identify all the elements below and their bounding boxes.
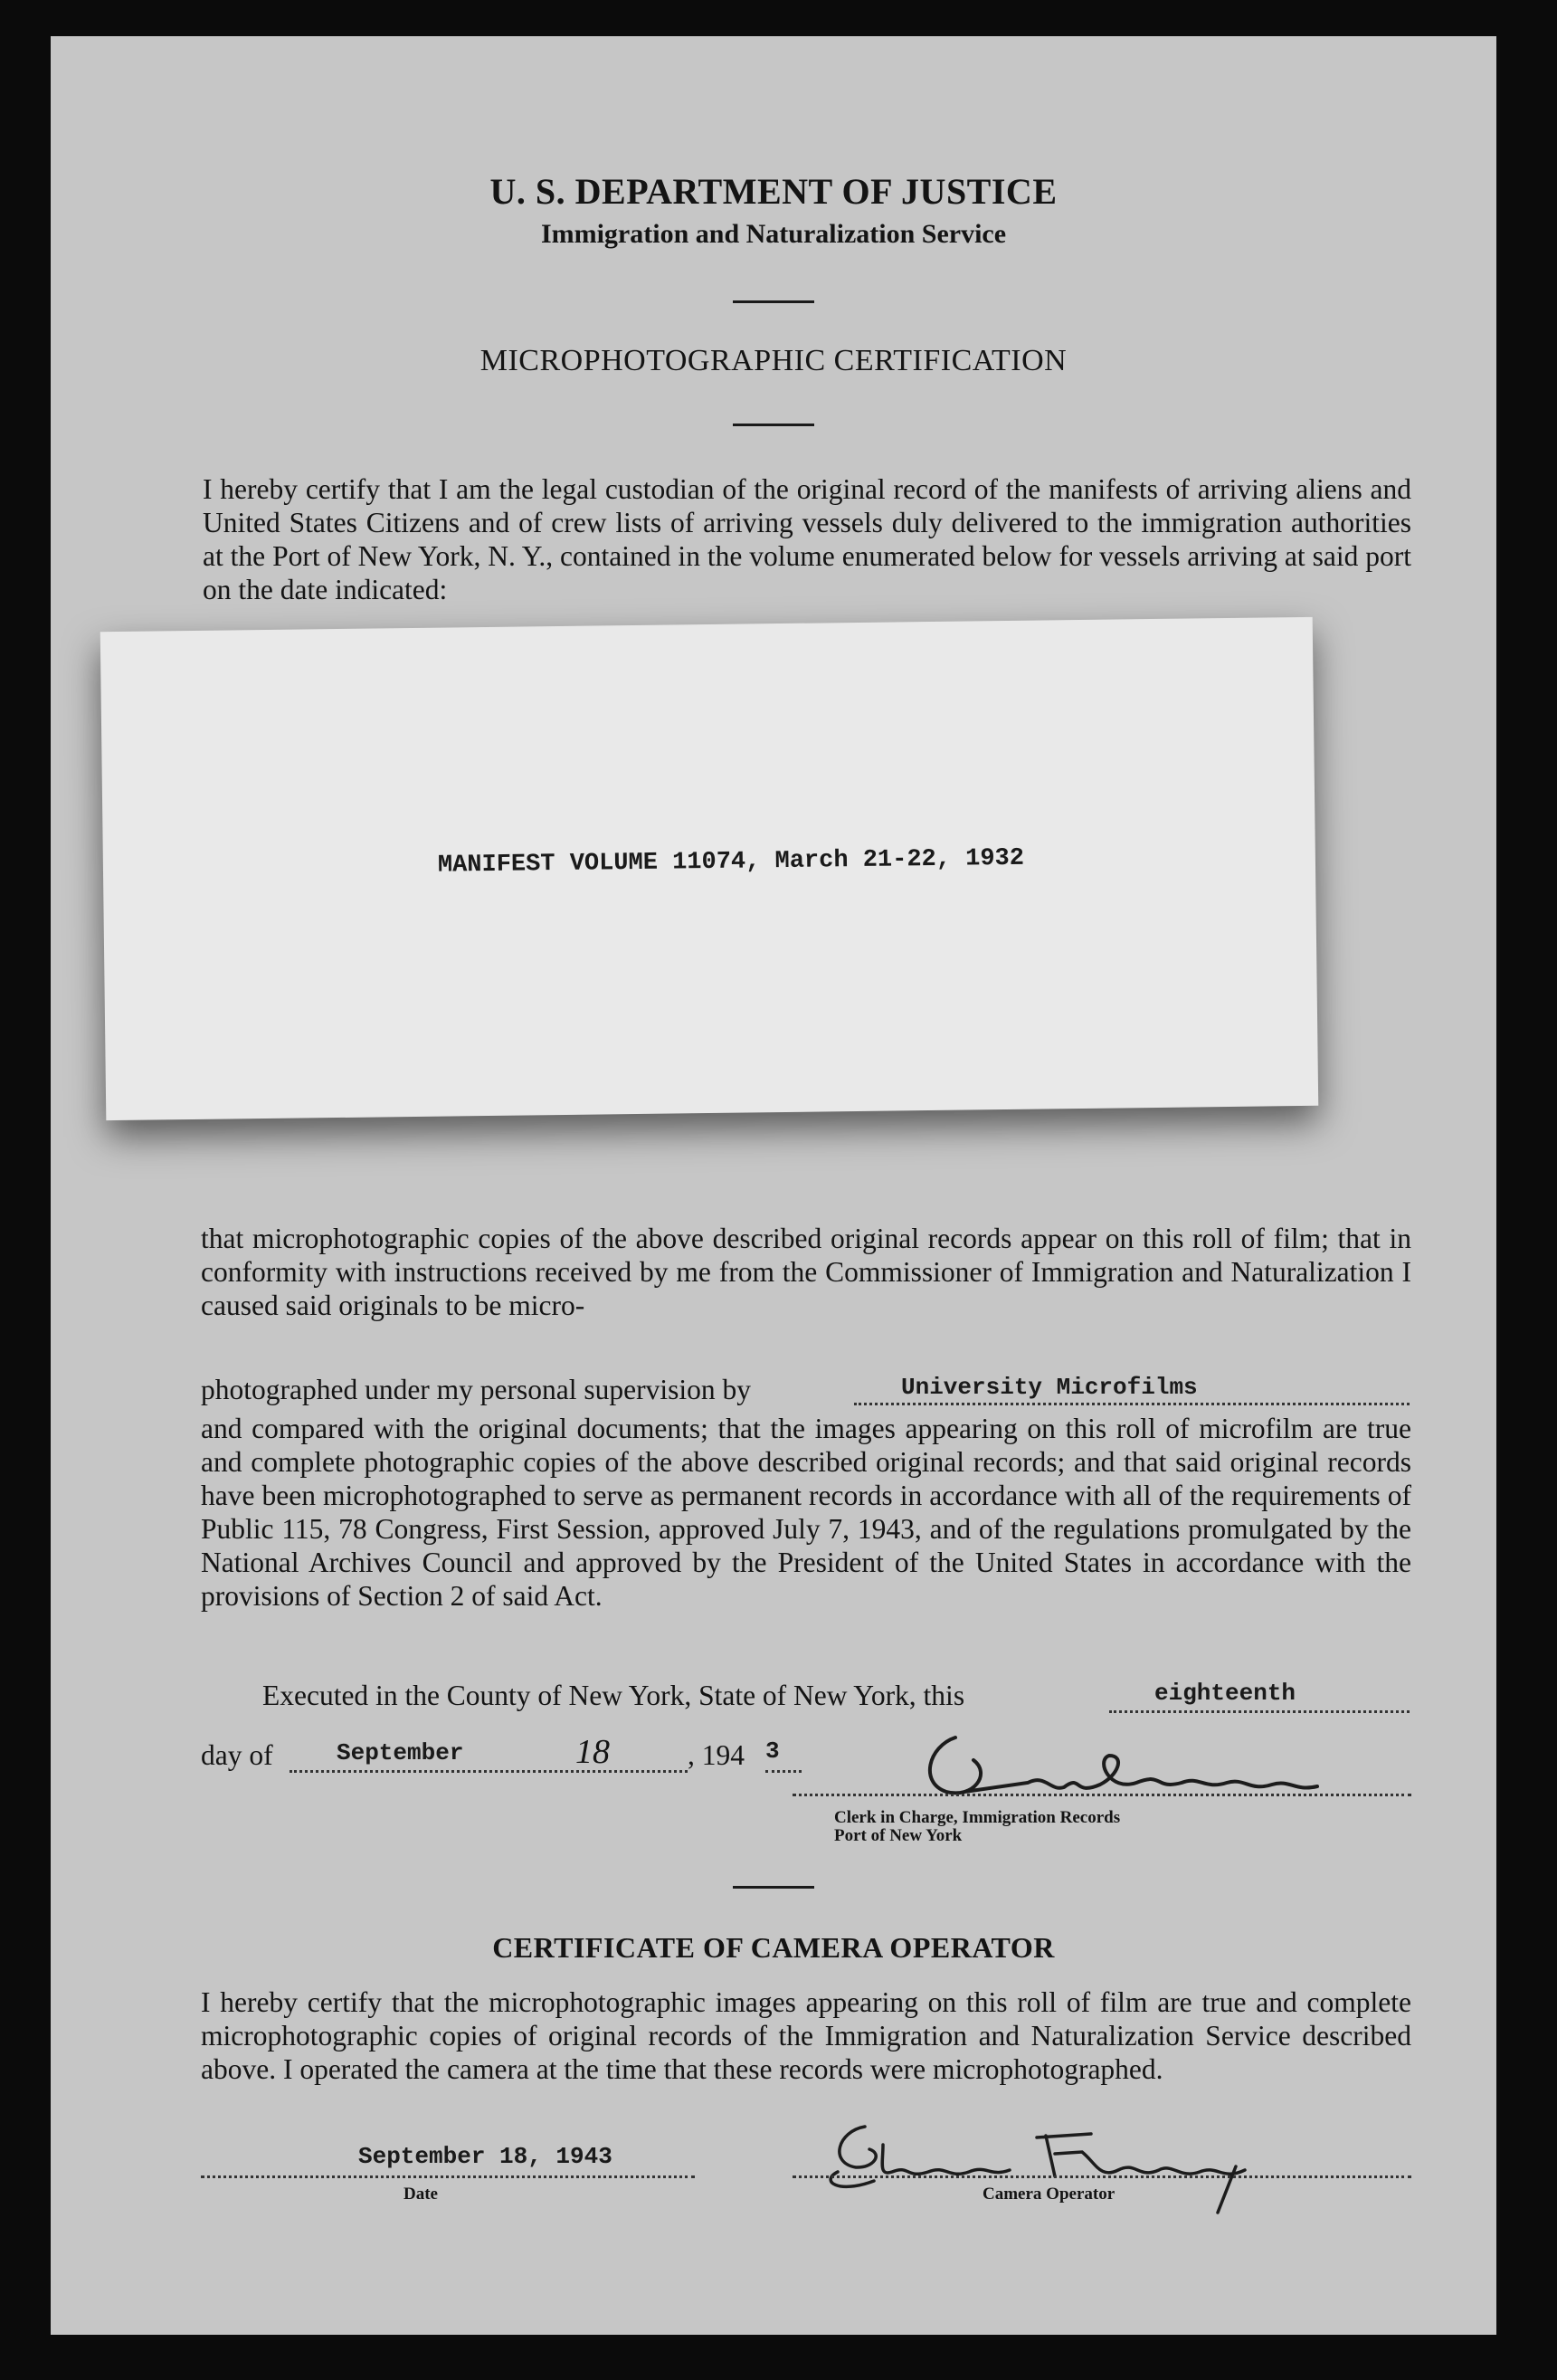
operator-date-value: September 18, 1943 [358, 2143, 612, 2170]
department-heading: U. S. DEPARTMENT OF JUSTICE [489, 171, 1058, 212]
camera-operator-title: CERTIFICATE OF CAMERA OPERATOR [492, 1931, 1055, 1964]
divider-second [733, 424, 814, 426]
clerk-title: Clerk in Charge, Immigration Records [834, 1808, 1121, 1827]
date-dotted-line [201, 2175, 695, 2178]
date-label: Date [403, 2185, 438, 2204]
executed-prefix: Executed in the County of New York, State of New York, this [262, 1680, 965, 1711]
year-digit: 3 [765, 1737, 780, 1765]
clerk-signature [892, 1719, 1399, 1810]
certification-title: MICROPHOTOGRAPHIC CERTIFICATION [479, 344, 1068, 377]
operator-signature-line [793, 2175, 1411, 2178]
divider-third [733, 1886, 814, 1889]
executed-day: eighteenth [1154, 1680, 1296, 1707]
camera-operator-paragraph: I hereby certify that the microphotographic images appearing on this roll of film are true and complete microphotographic copies of original records of the Immigration and Naturalization Service described above. I operated the camera at the time that these records were microphotographed. [201, 1986, 1411, 2085]
body-paragraph-part1: that microphotographic copies of the above described original records appear on this roll of film; that in conformity with instructions received by me from the Commissioner of Immigration and Naturalization I caused said originals to be micro- [201, 1223, 1411, 1321]
year-prefix: , 194 [688, 1739, 745, 1771]
month-value: September [337, 1739, 464, 1766]
operator-label: Camera Operator [983, 2185, 1116, 2204]
volume-slip [100, 617, 1318, 1120]
supervisor-name: University Microfilms [901, 1374, 1198, 1401]
volume-label: MANIFEST VOLUME 11074, March 21-22, 1932 [437, 844, 1025, 880]
service-subheading: Immigration and Naturalization Service [540, 219, 1007, 249]
executed-dotted-line [1109, 1710, 1410, 1713]
handwritten-day: 18 [575, 1733, 610, 1771]
divider-top [733, 300, 814, 303]
intro-paragraph: I hereby certify that I am the legal custodian of the original record of the manifests of arriving aliens and United States Citizens and of crew lists of arriving vessels duly delivered to the immigration authorities at the Port of New York, N. Y., contained in the volume enumerated below for vessels arriving at said port on the date indicated: [203, 473, 1411, 605]
day-of-prefix: day of [201, 1739, 273, 1771]
month-dotted-line [290, 1770, 688, 1773]
certificate-page [51, 36, 1496, 2335]
supervision-prefix: photographed under my personal supervision by [201, 1374, 752, 1405]
clerk-signature-line [793, 1794, 1411, 1796]
body-paragraph-part2: and compared with the original documents; that the images appearing on this roll of microfilm are true and complete photographic copies of the above described original records; and that said original records have been microphotographed to serve as permanent records in accordance with all of the requirements of Public 115, 78 Congress, First Session, approved July 7, 1943, and of the regulations promulgated by the National Archives Council and approved by the President of the United States in accordance with the provisions of Section 2 of said Act. [201, 1413, 1411, 1612]
clerk-location: Port of New York [834, 1826, 963, 1845]
year-dotted-line [765, 1770, 802, 1773]
supervisor-dotted-line [854, 1403, 1410, 1405]
